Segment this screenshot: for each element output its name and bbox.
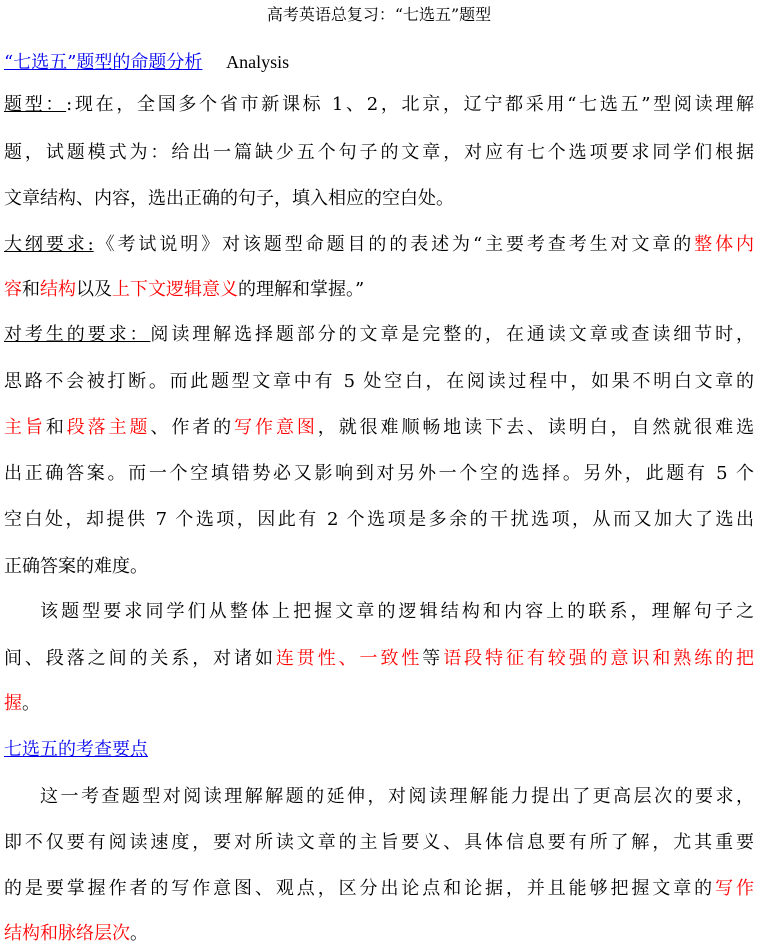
para3-red-1: 写作 [715, 878, 755, 899]
para3-red-2: 结构和脉络层次 [4, 923, 130, 944]
para3-line-2: 即不仅要有阅读速度，要对所读文章的主旨要义、具体信息要有所了解，尤其重要 [4, 832, 754, 853]
dagang-label: 大纲要求: [4, 234, 94, 255]
dagang-text-4: 的理解和掌握。” [238, 279, 365, 300]
kaosheng-text-3b: 、作者的 [150, 417, 235, 438]
dagang-line-2 [4, 278, 364, 302]
para2-red-1: 连贯性、一致性 [275, 648, 423, 669]
kaosheng-red-1: 主旨 [4, 417, 46, 438]
kaosheng-red-3: 写作意图 [234, 417, 318, 438]
para2-line-3 [4, 692, 40, 716]
kaosheng-line-4: 出正确答案。而一个空填错势必又影响到对另外一个空的选择。另外，此题有 5 个 [4, 463, 754, 484]
para3-line-1: 这一考查题型对阅读理解解题的延伸，对阅读理解能力提出了更高层次的要求， [40, 786, 754, 807]
kaosheng-text-3c: ，就很难顺畅地读下去、读明白，自然就很难选 [317, 417, 755, 438]
kaosheng-red-2: 段落主题 [66, 417, 151, 438]
dagang-text-2: 和 [22, 279, 40, 300]
section-heading-points [4, 738, 148, 762]
para2-line-2 [4, 647, 754, 671]
para3-line-3 [4, 877, 754, 901]
para3-line-4 [4, 922, 148, 946]
document-title: 高考英语总复习：“七选五”题型 [266, 5, 492, 24]
analysis-heading-en: Analysis [226, 52, 290, 72]
para2-text-3: 。 [22, 693, 40, 714]
para2-line-1: 该题型要求同学们从整体上把握文章的逻辑结构和内容上的联系，理解句子之 [40, 601, 754, 622]
tixing-line-1 [4, 93, 754, 117]
para3-text-3: 的是要掌握作者的写作意图、观点，区分出论点和论据，并且能够把握文章的 [4, 878, 716, 899]
dagang-red-1: 整体内 [694, 234, 754, 255]
dagang-red-2: 容 [4, 279, 22, 300]
dagang-text-3: 以及 [76, 279, 112, 300]
kaosheng-text-3a: 和 [45, 417, 67, 438]
dagang-red-4: 上下文逻辑意义 [112, 279, 238, 300]
kaosheng-text-1: 阅读理解选择题部分的文章是完整的，在通读文章或查读细节时， [150, 324, 755, 345]
para2-red-2: 语段特征有较强的意识和熟练的把 [443, 648, 755, 669]
kaosheng-line-5: 空白处，却提供 7 个选项，因此有 2 个选项是多余的干扰选项，从而又加大了选出 [4, 509, 754, 530]
para3-text-4: 。 [130, 923, 148, 944]
analysis-heading-link[interactable]: “七选五”题型的命题分析 [4, 52, 203, 73]
para2-text-2a: 间、段落之间的关系，对诸如 [4, 648, 276, 669]
dagang-line-1 [4, 233, 754, 257]
tixing-text-1: :现在，全国多个省市新课标 1、2，北京，辽宁都采用“七选五”型阅读理解 [66, 94, 754, 115]
tixing-line-2: 题，试题模式为：给出一篇缺少五个句子的文章，对应有七个选项要求同学们根据 [4, 142, 754, 163]
kaosheng-line-3 [4, 416, 754, 440]
tixing-label: 题型： [4, 94, 67, 115]
dagang-text-1: 《考试说明》对该题型命题目的的表述为“主要考查考生对文章的 [93, 234, 695, 255]
dagang-red-3: 结构 [40, 279, 76, 300]
para2-red-3: 握 [4, 693, 22, 714]
kaosheng-line-6: 正确答案的难度。 [4, 556, 148, 577]
para2-text-2b: 等 [422, 648, 444, 669]
section-heading-analysis [4, 50, 289, 75]
points-heading-link[interactable]: 七选五的考查要点 [4, 739, 148, 760]
kaosheng-line-2: 思路不会被打断。而此题型文章中有 5 处空白，在阅读过程中，如果不明白文章的 [4, 371, 754, 392]
kaosheng-line-1 [4, 323, 754, 347]
tixing-line-3: 文章结构、内容，选出正确的句子，填入相应的空白处。 [4, 188, 454, 209]
kaosheng-label: 对考生的要求： [4, 324, 151, 345]
